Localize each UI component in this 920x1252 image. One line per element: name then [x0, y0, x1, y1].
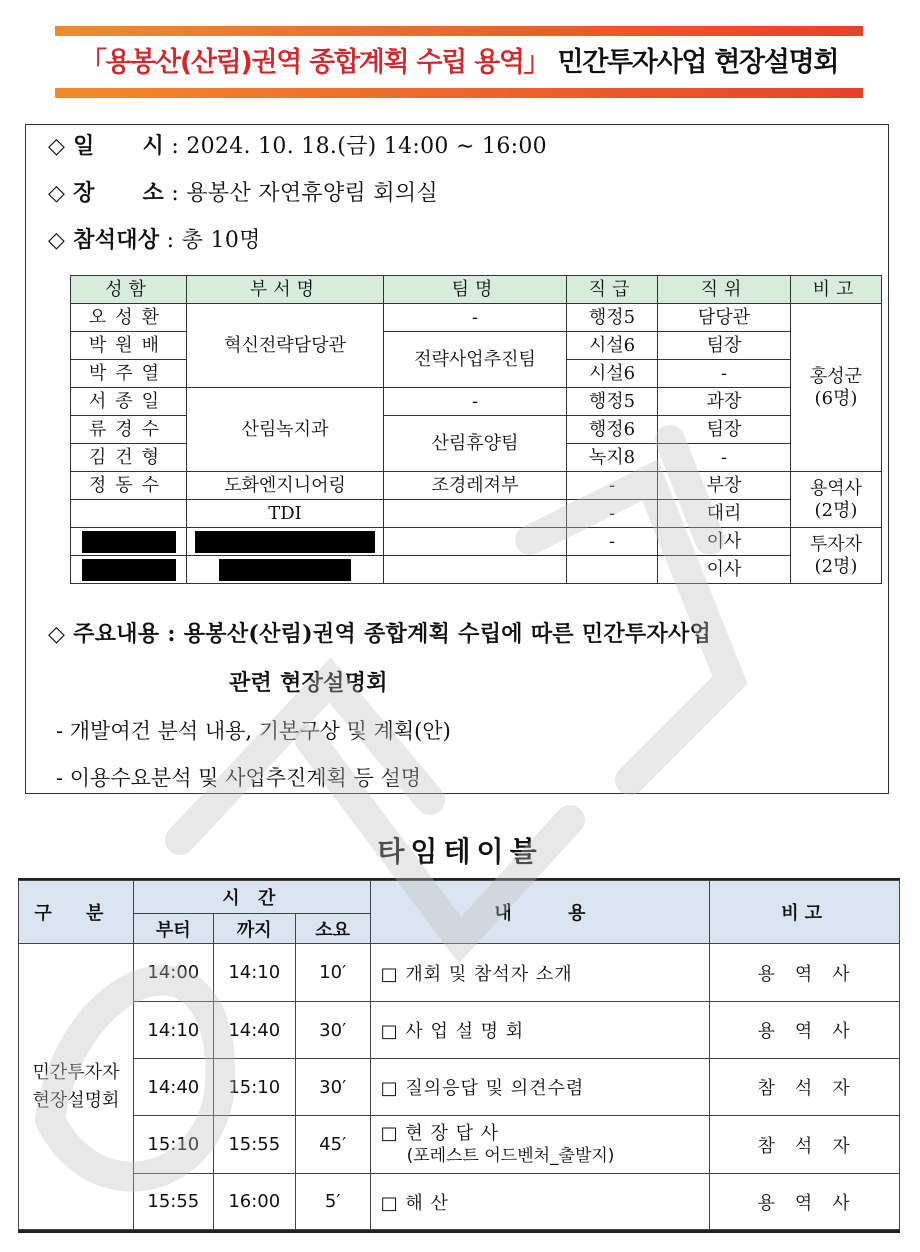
- position-cell: 이사: [658, 528, 791, 556]
- title-event-name: 민간투자사업 현장설명회: [549, 47, 839, 78]
- content-main: □ 현 장 답 사: [380, 1122, 500, 1144]
- grade-cell: -: [567, 500, 658, 528]
- to-cell: 15:10: [213, 1059, 295, 1116]
- to-cell: 15:55: [213, 1116, 295, 1174]
- grade-cell: 행정5: [567, 304, 658, 332]
- grade-cell: 행정6: [567, 416, 658, 444]
- duration-cell: 30′: [295, 1059, 370, 1116]
- attendee-table-header: [71, 276, 882, 304]
- attendees-label: ◇ 참석대상: [48, 227, 160, 253]
- grade-cell: 시설6: [567, 332, 658, 360]
- bullet-item: - 개발여건 분석 내용, 기본구상 및 계획(안): [56, 719, 451, 743]
- note-investor-count: (2명): [814, 555, 858, 577]
- attendees-value: : 총 10명: [159, 228, 261, 253]
- note-cell: 참석자: [710, 1116, 900, 1174]
- page-title: [55, 40, 863, 86]
- team-cell: 산림휴양팀: [384, 416, 567, 472]
- position-cell: 팀장: [658, 416, 791, 444]
- to-cell: 16:00: [213, 1174, 295, 1230]
- timetable-title: 타임테이블: [377, 835, 543, 868]
- header-name: 성함: [71, 276, 187, 304]
- note-cell-contractor: [791, 472, 882, 528]
- place-value: : 용봉산 자연휴양림 회의실: [164, 181, 439, 206]
- note-cell: 용역사: [710, 1174, 900, 1230]
- dept-cell-redacted: [187, 556, 384, 584]
- team-cell: 전략사업추진팀: [384, 332, 567, 388]
- note-county: 홍성군: [809, 365, 863, 387]
- from-cell: 15:10: [133, 1116, 213, 1174]
- name-cell: 김건형: [71, 444, 187, 472]
- table-row: [71, 388, 882, 416]
- header-note: 비고: [791, 276, 882, 304]
- name-cell: 오성환: [71, 304, 187, 332]
- position-cell: 팀장: [658, 332, 791, 360]
- content-sub: (포레스트 어드벤처_출발지): [406, 1145, 615, 1166]
- from-cell: 15:55: [133, 1174, 213, 1230]
- info-box: [25, 124, 889, 794]
- grade-cell: 시설6: [567, 360, 658, 388]
- name-cell: 서종일: [71, 388, 187, 416]
- date-value: : 2024. 10. 18.(금) 14:00 ∼ 16:00: [164, 134, 547, 159]
- dept-cell: 도화엔지니어링: [187, 472, 384, 500]
- position-cell: 대리: [658, 500, 791, 528]
- date-label: ◇ 일 시: [48, 133, 165, 159]
- grade-cell: 녹지8: [567, 444, 658, 472]
- content-cell: □ 질의응답 및 의견수렴: [370, 1059, 710, 1116]
- header-dept: 부서명: [187, 276, 384, 304]
- timetable-bottom-border: [18, 1230, 900, 1233]
- header-to: 까지: [213, 914, 295, 944]
- header-category: 구 분: [19, 881, 134, 944]
- note-county-count: (6명): [814, 387, 858, 409]
- title-project-name: 「용봉산(산림)권역 종합계획 수립 용역」: [79, 47, 550, 78]
- category-cell: [19, 944, 134, 1230]
- redaction-block: [219, 559, 351, 581]
- content-cell: □ 개회 및 참석자 소개: [370, 944, 710, 1002]
- grade-cell: 행정5: [567, 388, 658, 416]
- duration-cell: 30′: [295, 1002, 370, 1059]
- table-row: [71, 304, 882, 332]
- dept-cell: 산림녹지과: [187, 388, 384, 472]
- note-cell-county: [791, 304, 882, 472]
- table-row: [19, 1174, 900, 1230]
- from-cell: 14:10: [133, 1002, 213, 1059]
- team-cell: -: [384, 304, 567, 332]
- main-content-line: [48, 617, 711, 648]
- table-row: [19, 1002, 900, 1059]
- team-cell: [384, 556, 567, 584]
- attendee-table: [70, 275, 882, 584]
- main-content-label: ◇ 주요내용: [48, 621, 160, 647]
- header-position: 직위: [658, 276, 791, 304]
- category-line: 현장설명회: [32, 1089, 120, 1111]
- header-time: 시 간: [133, 881, 370, 914]
- main-content-value: : 용봉산(산림)권역 종합계획 수립에 따른 민간투자사업: [159, 621, 712, 647]
- position-cell: 담당관: [658, 304, 791, 332]
- header-from: 부터: [133, 914, 213, 944]
- grade-cell: [567, 556, 658, 584]
- note-contractor-count: (2명): [814, 499, 858, 521]
- team-cell: -: [384, 388, 567, 416]
- position-cell: -: [658, 444, 791, 472]
- place-label: ◇ 장 소: [48, 180, 165, 206]
- header-grade: 직급: [567, 276, 658, 304]
- header-note: 비고: [710, 881, 900, 944]
- team-cell: [384, 500, 567, 528]
- name-cell: 류경수: [71, 416, 187, 444]
- name-cell: [71, 500, 187, 528]
- table-row: [19, 1059, 900, 1116]
- note-investor: 투자자: [809, 533, 863, 555]
- name-cell: 박주열: [71, 360, 187, 388]
- title-bottom-bar: [55, 88, 863, 98]
- table-row: [71, 472, 882, 500]
- note-cell: 참석자: [710, 1059, 900, 1116]
- note-cell: 용역사: [710, 1002, 900, 1059]
- duration-cell: 45′: [295, 1116, 370, 1174]
- category-line: 민간투자자: [32, 1061, 120, 1083]
- note-contractor: 용역사: [809, 477, 863, 499]
- from-cell: 14:00: [133, 944, 213, 1002]
- timetable-header-row: [19, 881, 900, 914]
- table-row: [71, 528, 882, 556]
- attendees-line: [48, 223, 261, 254]
- header-content: 내 용: [370, 881, 710, 944]
- position-cell: -: [658, 360, 791, 388]
- to-cell: 14:40: [213, 1002, 295, 1059]
- content-cell: [370, 1116, 710, 1174]
- dept-cell: 혁신전략담당관: [187, 304, 384, 388]
- redaction-block: [82, 559, 176, 581]
- grade-cell: -: [567, 528, 658, 556]
- position-cell: 과장: [658, 388, 791, 416]
- from-cell: 14:40: [133, 1059, 213, 1116]
- team-cell: [384, 528, 567, 556]
- name-cell: 박원배: [71, 332, 187, 360]
- table-row: [71, 556, 882, 584]
- header-team: 팀명: [384, 276, 567, 304]
- date-line: [48, 129, 547, 160]
- place-line: [48, 176, 438, 207]
- note-cell: 용역사: [710, 944, 900, 1002]
- position-cell: 부장: [658, 472, 791, 500]
- table-row: [71, 500, 882, 528]
- title-top-bar: [55, 26, 863, 36]
- bullet-item: - 이용수요분석 및 사업추진계획 등 설명: [56, 766, 422, 790]
- dept-cell-redacted: [187, 528, 384, 556]
- team-cell: 조경레져부: [384, 472, 567, 500]
- table-row: [19, 1116, 900, 1174]
- table-row: [19, 944, 900, 1002]
- main-content-line2: 관련 현장설명회: [229, 670, 388, 696]
- redaction-block: [195, 531, 375, 553]
- duration-cell: 5′: [295, 1174, 370, 1230]
- name-cell-redacted: [71, 528, 187, 556]
- name-cell: 정동수: [71, 472, 187, 500]
- timetable: [18, 880, 900, 1230]
- dept-cell: TDI: [187, 500, 384, 528]
- redaction-block: [82, 531, 176, 553]
- content-cell: □ 사 업 설 명 회: [370, 1002, 710, 1059]
- name-cell-redacted: [71, 556, 187, 584]
- note-cell-investor: [791, 528, 882, 584]
- grade-cell: -: [567, 472, 658, 500]
- duration-cell: 10′: [295, 944, 370, 1002]
- position-cell: 이사: [658, 556, 791, 584]
- to-cell: 14:10: [213, 944, 295, 1002]
- content-cell: □ 해 산: [370, 1174, 710, 1230]
- header-duration: 소요: [295, 914, 370, 944]
